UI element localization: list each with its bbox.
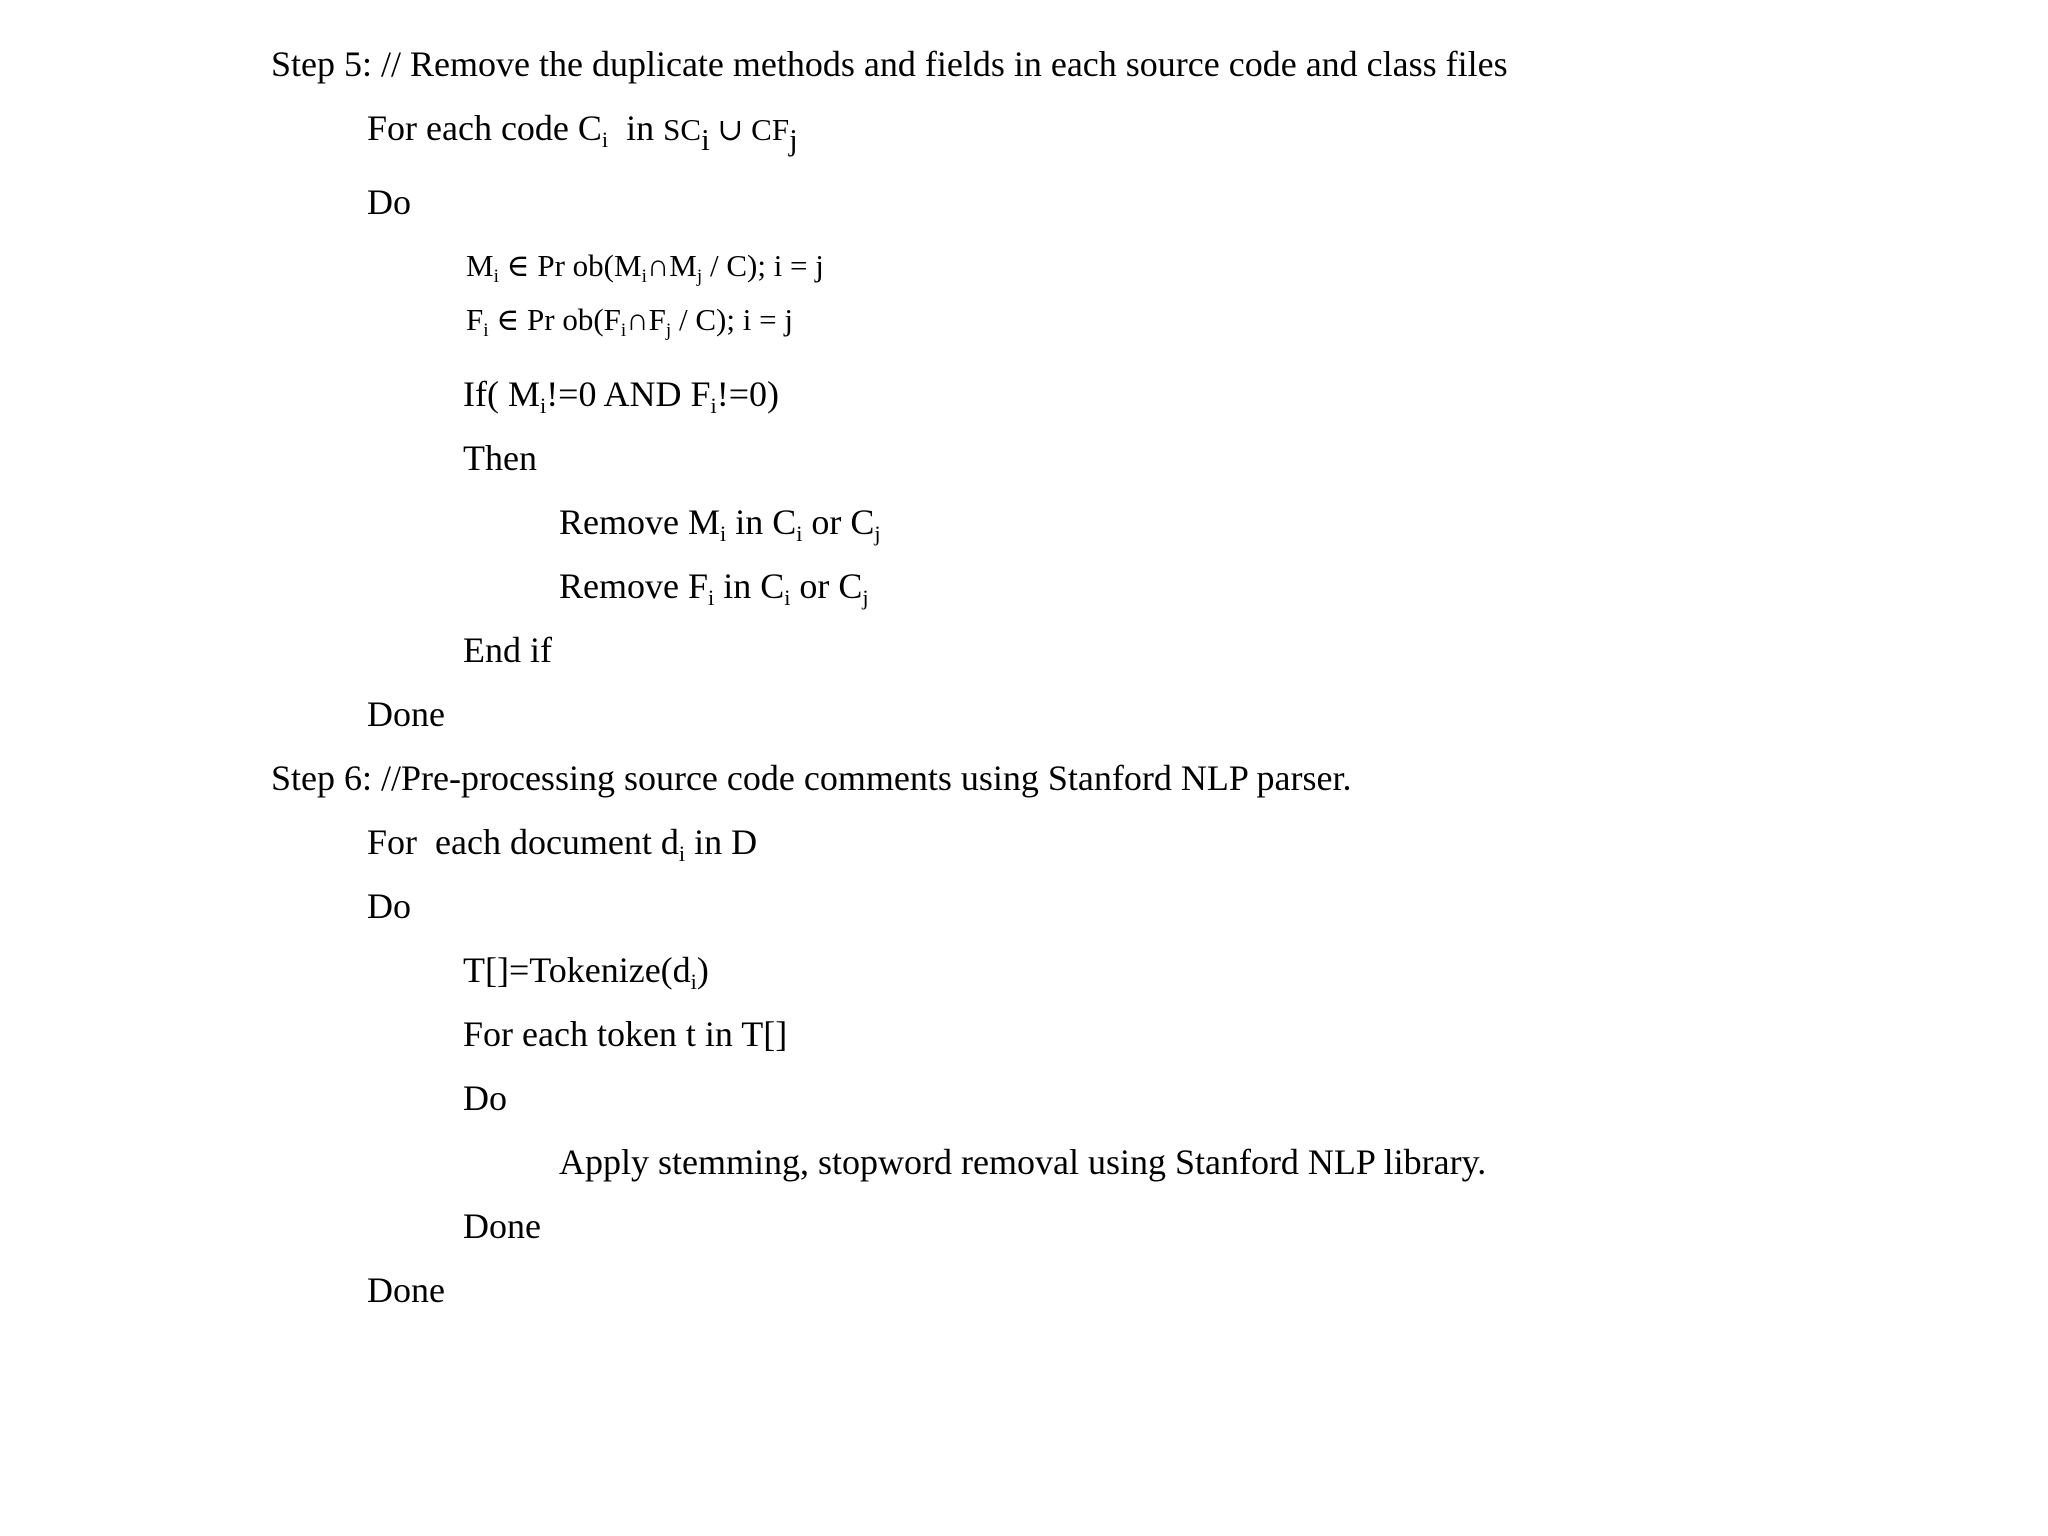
end-if-keyword: End if — [463, 630, 552, 670]
for-each-document: For each document $d_i$ in D — [367, 822, 758, 867]
step5-for-each-code: For each code $C_i$ in $SC_i$ ∪ $CF_j$ — [367, 108, 798, 157]
step6-do: Do — [367, 886, 411, 926]
step5-do: Do — [367, 182, 411, 222]
step6-heading: Step 6: //Pre-processing source code comments using Stanford NLP parser. — [271, 758, 1352, 798]
inner-do: Do — [463, 1078, 507, 1118]
apply-stemming-line: Apply stemming, stopword removal using Stanford NLP library. — [559, 1142, 1487, 1182]
if-condition: If( $M_i!=0$ AND $F_i!=0$) — [463, 374, 779, 419]
method-equation: $M_i$ ∈ Pr $ob(M_i\cap M_j / C)$; i = j — [466, 248, 824, 288]
then-keyword: Then — [463, 438, 537, 478]
remove-field-line: Remove $F_i$ in $C_i$ or $C_j$ — [559, 566, 869, 611]
remove-method-line: Remove $M_i$ in $C_i$ or $C_j$ — [559, 502, 881, 547]
step5-heading: Step 5: // Remove the duplicate methods and fields in each source code and class files — [271, 44, 1508, 84]
for-each-token: For each token t in T[] — [463, 1014, 788, 1054]
inner-done: Done — [463, 1206, 541, 1246]
step6-done: Done — [367, 1270, 445, 1310]
step5-done: Done — [367, 694, 445, 734]
field-equation: $F_i$ ∈ Pr $ob(F_i\cap F_j / C)$; i = j — [466, 302, 793, 342]
tokenize-line: $T[]=Tokenize(d_i)$ — [463, 950, 709, 995]
